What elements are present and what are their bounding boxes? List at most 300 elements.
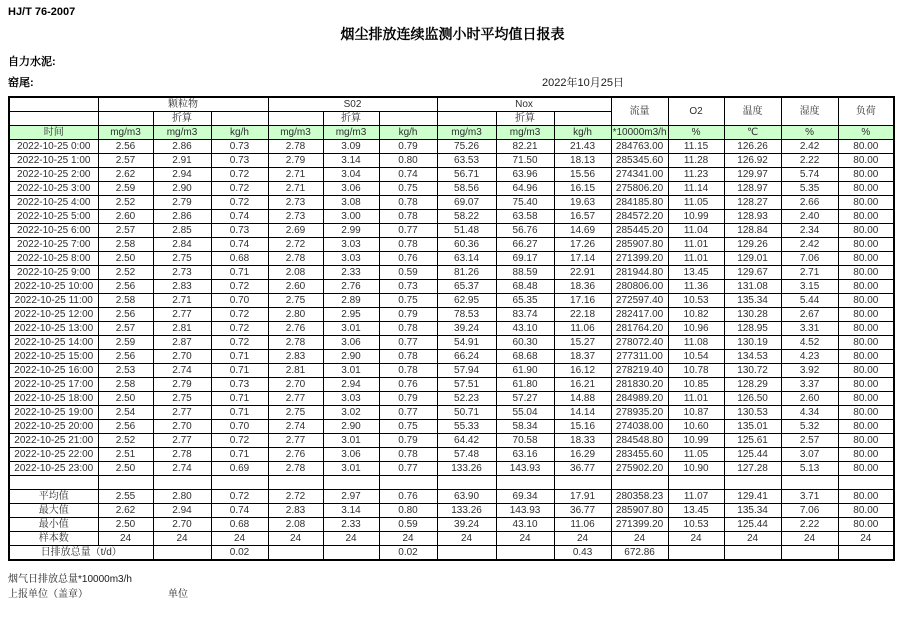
header-row-groups	[9, 97, 894, 112]
unit-label: 单位	[168, 589, 188, 600]
value-cell: 63.14	[437, 252, 496, 266]
value-cell: 0.71	[211, 266, 268, 280]
value-cell: 11.05	[668, 196, 724, 210]
value-cell	[781, 546, 838, 561]
value-cell: 4.23	[781, 350, 838, 364]
value-cell: 2.58	[98, 378, 153, 392]
value-cell: 2.60	[98, 210, 153, 224]
value-cell: 0.72	[211, 308, 268, 322]
value-cell: 2.34	[781, 224, 838, 238]
value-cell: 10.96	[668, 322, 724, 336]
value-cell: 0.73	[211, 224, 268, 238]
value-cell: 274038.00	[611, 420, 668, 434]
value-cell: 130.72	[724, 364, 781, 378]
value-cell: 57.94	[437, 364, 496, 378]
unit-cell: kg/h	[379, 126, 437, 140]
summary-row	[9, 490, 894, 504]
empty-cell	[9, 476, 98, 490]
summary-label: 最大值	[9, 504, 98, 518]
value-cell: 278219.40	[611, 364, 668, 378]
value-cell: 3.01	[323, 462, 379, 476]
value-cell: 11.28	[668, 154, 724, 168]
value-cell: 281764.20	[611, 322, 668, 336]
value-cell: 80.00	[838, 504, 894, 518]
value-cell: 2.57	[98, 224, 153, 238]
value-cell: 58.56	[437, 182, 496, 196]
value-cell: 10.87	[668, 406, 724, 420]
value-cell: 15.56	[554, 168, 611, 182]
value-cell: 126.50	[724, 392, 781, 406]
value-cell: 2.70	[153, 420, 211, 434]
header-humidity: 湿度	[781, 97, 838, 126]
value-cell: 5.74	[781, 168, 838, 182]
empty-cell	[496, 476, 554, 490]
value-cell: 0.76	[379, 252, 437, 266]
value-cell: 0.73	[379, 280, 437, 294]
value-cell: 2.75	[153, 392, 211, 406]
value-cell: 130.53	[724, 406, 781, 420]
value-cell: 0.79	[379, 308, 437, 322]
value-cell: 128.97	[724, 182, 781, 196]
value-cell: 281830.20	[611, 378, 668, 392]
value-cell: 2.86	[153, 140, 211, 154]
value-cell: 3.00	[323, 210, 379, 224]
value-cell: 278935.20	[611, 406, 668, 420]
value-cell: 0.74	[211, 210, 268, 224]
value-cell	[268, 546, 323, 561]
value-cell: 24	[724, 532, 781, 546]
value-cell: 128.84	[724, 224, 781, 238]
value-cell: 2.73	[268, 196, 323, 210]
value-cell: 15.27	[554, 336, 611, 350]
value-cell: 2.59	[98, 182, 153, 196]
value-cell: 80.00	[838, 434, 894, 448]
value-cell: 17.14	[554, 252, 611, 266]
value-cell: 63.58	[496, 210, 554, 224]
value-cell: 275806.20	[611, 182, 668, 196]
value-cell: 2.99	[323, 224, 379, 238]
value-cell: 80.00	[838, 294, 894, 308]
value-cell: 43.10	[496, 322, 554, 336]
table-row	[9, 350, 894, 364]
value-cell: 88.59	[496, 266, 554, 280]
table-row	[9, 252, 894, 266]
value-cell: 2.84	[153, 238, 211, 252]
unit-cell: mg/m3	[437, 126, 496, 140]
value-cell: 24	[496, 532, 554, 546]
value-cell: 2.40	[781, 210, 838, 224]
value-cell: 52.23	[437, 392, 496, 406]
value-cell: 2.79	[153, 196, 211, 210]
time-cell: 2022-10-25 21:00	[9, 434, 98, 448]
value-cell: 275902.20	[611, 462, 668, 476]
value-cell: 2.81	[268, 364, 323, 378]
value-cell: 3.06	[323, 448, 379, 462]
table-row	[9, 322, 894, 336]
value-cell: 2.90	[323, 420, 379, 434]
value-cell: 16.57	[554, 210, 611, 224]
value-cell: 21.43	[554, 140, 611, 154]
value-cell: 2.74	[268, 420, 323, 434]
value-cell: 10.53	[668, 294, 724, 308]
value-cell: 0.74	[211, 238, 268, 252]
value-cell: 11.05	[668, 448, 724, 462]
value-cell: 0.72	[211, 182, 268, 196]
value-cell: 284989.20	[611, 392, 668, 406]
value-cell: 64.42	[437, 434, 496, 448]
value-cell: 135.34	[724, 294, 781, 308]
value-cell: 19.63	[554, 196, 611, 210]
value-cell: 24	[98, 532, 153, 546]
value-cell: 18.13	[554, 154, 611, 168]
value-cell: 2.52	[98, 196, 153, 210]
location-line	[8, 74, 897, 89]
value-cell: 5.32	[781, 420, 838, 434]
empty-cell	[268, 112, 323, 126]
value-cell: 0.78	[379, 322, 437, 336]
value-cell: 80.00	[838, 322, 894, 336]
value-cell: 80.00	[838, 252, 894, 266]
empty-cell	[379, 476, 437, 490]
reporting-unit-label: 上报单位（盖章）	[8, 589, 88, 600]
value-cell: 2.52	[98, 434, 153, 448]
value-cell: 69.17	[496, 252, 554, 266]
value-cell: 0.72	[211, 336, 268, 350]
value-cell: 2.57	[98, 154, 153, 168]
value-cell: 284548.80	[611, 434, 668, 448]
time-header: 时间	[9, 126, 98, 140]
value-cell: 2.33	[323, 266, 379, 280]
value-cell: 2.08	[268, 266, 323, 280]
value-cell: 80.00	[838, 364, 894, 378]
value-cell: 0.02	[379, 546, 437, 561]
value-cell: 0.77	[379, 224, 437, 238]
value-cell: 0.74	[211, 504, 268, 518]
table-row	[9, 462, 894, 476]
conv-label-nox: 折算	[496, 112, 554, 126]
value-cell: 0.71	[211, 392, 268, 406]
value-cell: 61.90	[496, 364, 554, 378]
summary-label: 平均值	[9, 490, 98, 504]
value-cell: 11.14	[668, 182, 724, 196]
value-cell: 80.00	[838, 308, 894, 322]
value-cell: 56.71	[437, 168, 496, 182]
time-cell: 2022-10-25 8:00	[9, 252, 98, 266]
value-cell: 2.56	[98, 308, 153, 322]
value-cell: 13.45	[668, 266, 724, 280]
value-cell: 0.75	[379, 294, 437, 308]
value-cell: 51.48	[437, 224, 496, 238]
value-cell: 2.71	[781, 266, 838, 280]
unit-cell: mg/m3	[153, 126, 211, 140]
value-cell: 10.99	[668, 434, 724, 448]
value-cell: 0.74	[379, 168, 437, 182]
value-cell	[724, 546, 781, 561]
value-cell: 2.70	[268, 378, 323, 392]
conv-label-so2: 折算	[323, 112, 379, 126]
empty-cell	[323, 476, 379, 490]
value-cell: 80.00	[838, 168, 894, 182]
value-cell: 24	[379, 532, 437, 546]
value-cell: 80.00	[838, 140, 894, 154]
value-cell: 81.26	[437, 266, 496, 280]
value-cell: 50.71	[437, 406, 496, 420]
value-cell: 2.90	[153, 182, 211, 196]
unit-cell: mg/m3	[496, 126, 554, 140]
value-cell: 75.40	[496, 196, 554, 210]
value-cell: 2.76	[268, 322, 323, 336]
value-cell: 70.58	[496, 434, 554, 448]
time-cell: 2022-10-25 16:00	[9, 364, 98, 378]
table-row	[9, 420, 894, 434]
value-cell: 2.74	[153, 462, 211, 476]
value-cell: 128.27	[724, 196, 781, 210]
summary-row	[9, 518, 894, 532]
value-cell: 24	[323, 532, 379, 546]
value-cell: 5.13	[781, 462, 838, 476]
value-cell: 0.70	[211, 420, 268, 434]
value-cell: 16.15	[554, 182, 611, 196]
value-cell: 0.78	[379, 364, 437, 378]
spacer-row	[9, 476, 894, 490]
value-cell: 80.00	[838, 266, 894, 280]
value-cell: 2.70	[153, 518, 211, 532]
time-cell: 2022-10-25 23:00	[9, 462, 98, 476]
value-cell: 127.28	[724, 462, 781, 476]
value-cell: 129.01	[724, 252, 781, 266]
value-cell: 0.77	[379, 336, 437, 350]
value-cell	[153, 546, 211, 561]
value-cell: 0.72	[211, 168, 268, 182]
value-cell: 135.34	[724, 504, 781, 518]
value-cell: 10.90	[668, 462, 724, 476]
value-cell: 63.16	[496, 448, 554, 462]
value-cell: 0.78	[379, 238, 437, 252]
unit-cell: mg/m3	[323, 126, 379, 140]
value-cell: 10.78	[668, 364, 724, 378]
value-cell: 10.60	[668, 420, 724, 434]
value-cell: 672.86	[611, 546, 668, 561]
value-cell: 2.95	[323, 308, 379, 322]
table-row	[9, 392, 894, 406]
value-cell: 3.15	[781, 280, 838, 294]
empty-cell	[268, 476, 323, 490]
value-cell: 18.37	[554, 350, 611, 364]
value-cell: 65.35	[496, 294, 554, 308]
value-cell: 80.00	[838, 238, 894, 252]
value-cell: 125.44	[724, 518, 781, 532]
value-cell: 3.14	[323, 504, 379, 518]
table-row	[9, 378, 894, 392]
empty-cell	[838, 476, 894, 490]
table-row	[9, 196, 894, 210]
unit-cell: kg/h	[211, 126, 268, 140]
value-cell: 80.00	[838, 420, 894, 434]
value-cell: 0.75	[379, 420, 437, 434]
value-cell: 2.69	[268, 224, 323, 238]
value-cell: 24	[153, 532, 211, 546]
value-cell: 2.72	[268, 490, 323, 504]
value-cell: 4.34	[781, 406, 838, 420]
value-cell: 2.22	[781, 154, 838, 168]
value-cell: 271399.20	[611, 252, 668, 266]
value-cell: 3.03	[323, 392, 379, 406]
value-cell: 11.36	[668, 280, 724, 294]
value-cell: 129.67	[724, 266, 781, 280]
value-cell: 15.16	[554, 420, 611, 434]
value-cell: 57.51	[437, 378, 496, 392]
value-cell: 55.33	[437, 420, 496, 434]
footer-sign-line	[8, 587, 897, 602]
value-cell: 16.21	[554, 378, 611, 392]
value-cell: 60.30	[496, 336, 554, 350]
value-cell: 2.94	[323, 378, 379, 392]
group-pm: 颗粒物	[98, 97, 268, 112]
value-cell: 0.72	[211, 490, 268, 504]
value-cell: 36.77	[554, 504, 611, 518]
value-cell: 24	[838, 532, 894, 546]
empty-cell	[668, 476, 724, 490]
value-cell: 0.75	[379, 182, 437, 196]
value-cell: 0.70	[211, 294, 268, 308]
value-cell: 0.79	[379, 392, 437, 406]
value-cell: 10.85	[668, 378, 724, 392]
value-cell: 0.72	[211, 434, 268, 448]
value-cell: 278072.40	[611, 336, 668, 350]
value-cell: 2.97	[323, 490, 379, 504]
value-cell: 4.52	[781, 336, 838, 350]
value-cell	[668, 546, 724, 561]
value-cell: 2.55	[98, 490, 153, 504]
value-cell: 2.80	[268, 308, 323, 322]
value-cell: 126.92	[724, 154, 781, 168]
company-label: 自力水泥:	[8, 56, 56, 68]
value-cell: 17.26	[554, 238, 611, 252]
value-cell: 2.94	[153, 504, 211, 518]
empty-cell	[211, 476, 268, 490]
value-cell: 14.88	[554, 392, 611, 406]
value-cell: 18.33	[554, 434, 611, 448]
value-cell: 2.70	[153, 350, 211, 364]
time-cell: 2022-10-25 10:00	[9, 280, 98, 294]
time-cell: 2022-10-25 17:00	[9, 378, 98, 392]
table-row	[9, 448, 894, 462]
empty-cell	[554, 112, 611, 126]
unit-cell: %	[838, 126, 894, 140]
value-cell: 0.71	[211, 448, 268, 462]
empty-cell	[98, 112, 153, 126]
value-cell: 0.78	[379, 350, 437, 364]
value-cell: 0.68	[211, 518, 268, 532]
value-cell: 2.78	[268, 140, 323, 154]
empty-cell	[554, 476, 611, 490]
value-cell: 0.78	[379, 196, 437, 210]
emission-table	[8, 96, 895, 561]
value-cell: 22.91	[554, 266, 611, 280]
value-cell: 2.58	[98, 294, 153, 308]
value-cell: 0.73	[211, 154, 268, 168]
value-cell: 68.48	[496, 280, 554, 294]
value-cell: 66.27	[496, 238, 554, 252]
value-cell: 2.52	[98, 266, 153, 280]
value-cell: 285445.20	[611, 224, 668, 238]
value-cell: 58.22	[437, 210, 496, 224]
value-cell: 64.96	[496, 182, 554, 196]
time-cell: 2022-10-25 2:00	[9, 168, 98, 182]
value-cell: 0.79	[379, 140, 437, 154]
value-cell: 10.53	[668, 518, 724, 532]
value-cell: 2.78	[268, 462, 323, 476]
value-cell: 14.14	[554, 406, 611, 420]
value-cell: 36.77	[554, 462, 611, 476]
table-row	[9, 154, 894, 168]
value-cell: 69.07	[437, 196, 496, 210]
value-cell	[496, 546, 554, 561]
value-cell: 80.00	[838, 224, 894, 238]
empty-cell	[437, 476, 496, 490]
table-row	[9, 406, 894, 420]
value-cell: 68.68	[496, 350, 554, 364]
value-cell: 0.73	[211, 140, 268, 154]
value-cell: 39.24	[437, 518, 496, 532]
value-cell: 3.01	[323, 434, 379, 448]
time-cell: 2022-10-25 1:00	[9, 154, 98, 168]
value-cell	[437, 546, 496, 561]
value-cell: 2.77	[268, 434, 323, 448]
value-cell: 2.79	[268, 154, 323, 168]
value-cell: 57.48	[437, 448, 496, 462]
value-cell: 133.26	[437, 462, 496, 476]
value-cell: 0.79	[379, 434, 437, 448]
value-cell: 2.73	[268, 210, 323, 224]
value-cell: 0.43	[554, 546, 611, 561]
value-cell: 80.00	[838, 406, 894, 420]
time-cell: 2022-10-25 4:00	[9, 196, 98, 210]
total-label: 日排放总量（t/d）	[9, 546, 153, 561]
value-cell: 57.27	[496, 392, 554, 406]
value-cell: 3.31	[781, 322, 838, 336]
empty-cell	[437, 112, 496, 126]
value-cell: 24	[668, 532, 724, 546]
value-cell: 80.00	[838, 196, 894, 210]
summary-label: 最小值	[9, 518, 98, 532]
value-cell: 80.00	[838, 210, 894, 224]
unit-cell: kg/h	[554, 126, 611, 140]
value-cell: 24	[554, 532, 611, 546]
value-cell: 78.53	[437, 308, 496, 322]
value-cell: 2.62	[98, 504, 153, 518]
value-cell: 3.06	[323, 182, 379, 196]
value-cell: 0.72	[211, 322, 268, 336]
value-cell: 39.24	[437, 322, 496, 336]
value-cell: 2.57	[98, 322, 153, 336]
value-cell: 63.90	[437, 490, 496, 504]
value-cell: 11.06	[554, 518, 611, 532]
value-cell: 128.93	[724, 210, 781, 224]
value-cell: 2.80	[153, 490, 211, 504]
value-cell: 80.00	[838, 350, 894, 364]
value-cell: 2.56	[98, 350, 153, 364]
value-cell: 2.76	[268, 448, 323, 462]
value-cell: 63.96	[496, 168, 554, 182]
value-cell: 3.06	[323, 336, 379, 350]
value-cell: 11.01	[668, 392, 724, 406]
value-cell: 66.24	[437, 350, 496, 364]
value-cell: 7.06	[781, 252, 838, 266]
value-cell: 2.51	[98, 448, 153, 462]
value-cell: 2.67	[781, 308, 838, 322]
value-cell: 283455.60	[611, 448, 668, 462]
